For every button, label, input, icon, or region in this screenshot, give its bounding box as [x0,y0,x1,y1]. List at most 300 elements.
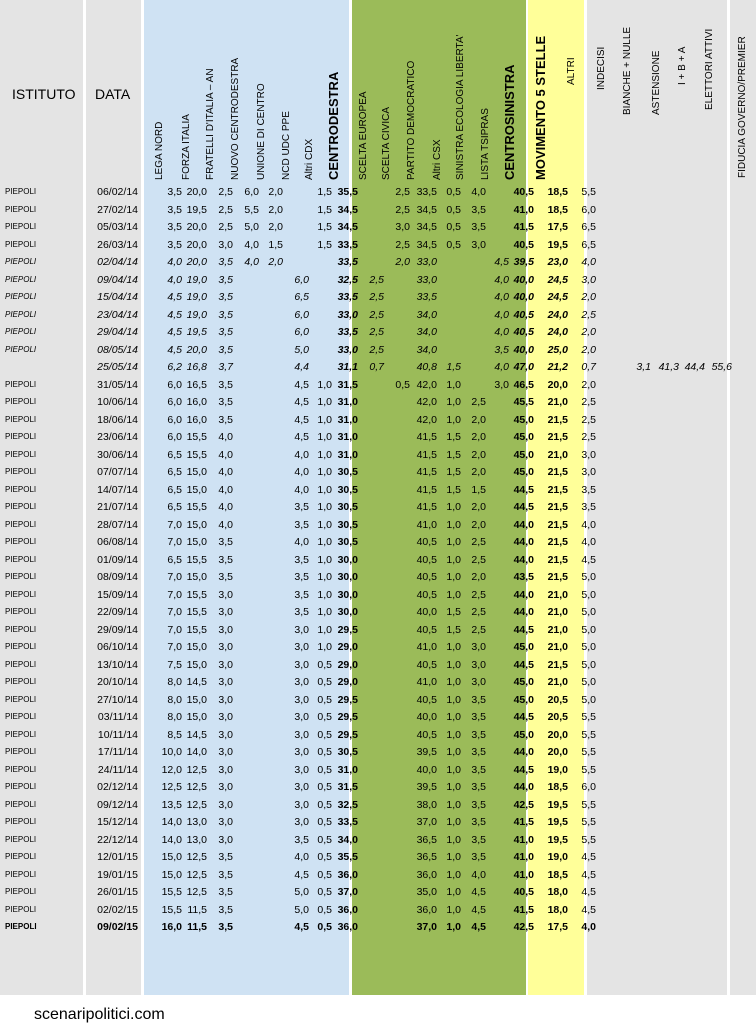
cell-csx: 41,0 [513,868,534,881]
cell-fi: 15,5 [186,448,207,461]
cell-data: 24/11/14 [97,763,138,776]
cell-ncd: 5,0 [244,221,259,233]
cell-pd: 41,0 [416,641,437,653]
cell-acsx: 1,0 [446,781,461,793]
cell-csx: 45,0 [513,413,534,426]
cell-sel: 4,5 [471,921,486,933]
cell-csx: 42,5 [513,921,534,933]
cell-csx: 44,5 [513,763,534,776]
header-centrodestra: CENTRODESTRA [326,71,341,180]
cell-altri: 2,5 [581,308,596,321]
cell-acdx: 1,0 [317,623,332,636]
header-scelta-europea: SCELTA EUROPEA [358,91,369,180]
cell-data: 15/04/14 [97,291,138,303]
cell-acdx: 0,5 [317,728,332,741]
cell-istituto: PIEPOLI [5,694,37,704]
cell-altri: 5,0 [581,588,596,601]
cell-sel: 4,0 [471,186,486,198]
cell-istituto: PIEPOLI [5,624,37,634]
table-row [0,237,756,255]
cell-nup: 3,0 [294,728,309,741]
cell-istituto: PIEPOLI [5,677,37,686]
cell-fdi: 3,0 [218,693,233,706]
cell-csx: 45,0 [513,693,534,706]
cell-fdi: 3,5 [218,903,233,916]
cell-cdx: 33,0 [337,343,358,356]
cell-ln: 8,5 [167,728,182,741]
cell-udc: 2,0 [268,221,283,233]
table-row [0,482,756,500]
cell-fdi: 3,5 [218,868,233,881]
cell-fi: 16,0 [186,413,207,426]
cell-acsx: 1,0 [446,693,461,706]
cell-sel: 2,5 [471,588,486,601]
cell-m5s: 18,5 [547,781,568,793]
cell-csx: 44,5 [513,711,534,723]
cell-altri: 4,5 [581,868,596,881]
cell-m5s: 24,0 [547,308,568,321]
cell-m5s: 23,0 [547,256,568,268]
cell-istituto: PIEPOLI [5,712,37,721]
cell-ln: 15,0 [161,851,182,863]
header-lega-nord: LEGA NORD [154,121,165,180]
cell-data: 10/06/14 [97,396,138,408]
cell-data: 05/03/14 [97,221,138,233]
cell-pd: 34,5 [416,238,437,251]
cell-cdx: 36,0 [337,868,358,881]
cell-ba: 3,1 [636,361,651,373]
cell-nup: 3,0 [294,623,309,636]
cell-m5s: 20,5 [547,693,568,706]
cell-tsi: 3,0 [494,378,509,391]
cell-fi: 13,0 [186,833,207,846]
cell-fi: 11,5 [187,903,207,916]
cell-sel: 2,5 [471,536,486,548]
cell-acdx: 1,0 [317,571,332,583]
cell-m5s: 24,0 [547,326,568,338]
cell-fdi: 3,0 [218,746,233,758]
cell-acsx: 1,0 [446,728,461,741]
cell-sel: 3,5 [471,221,486,233]
cell-nup: 3,5 [294,501,309,513]
cell-m5s: 21,5 [547,431,568,443]
cell-pd: 40,5 [416,658,437,671]
cell-ncd: 4,0 [244,238,259,251]
cell-altri: 6,0 [581,203,596,216]
cell-m5s: 21,5 [547,483,568,496]
cell-ln: 12,0 [161,763,182,776]
cell-data: 02/02/15 [97,903,138,916]
cell-cdx: 36,0 [337,903,358,916]
cell-istituto: PIEPOLI [5,747,37,756]
header-astensione: ASTENSIONE [651,50,662,115]
cell-ln: 3,5 [167,221,182,233]
cell-m5s: 17,5 [547,921,568,933]
cell-acsx: 1,0 [446,851,461,863]
header-forza-italia: FORZA ITALIA [181,114,192,180]
cell-sel: 3,0 [471,676,486,688]
cell-nup: 4,5 [294,378,309,391]
table-row [0,184,756,202]
cell-data: 09/02/15 [97,921,138,933]
cell-cdx: 34,5 [337,221,358,233]
cell-altri: 5,5 [581,728,596,741]
cell-ln: 7,0 [167,571,182,583]
cell-sel: 2,0 [471,466,486,478]
cell-acdx: 0,5 [317,746,332,758]
cell-pd: 34,0 [416,308,437,321]
cell-pd: 36,0 [416,903,437,916]
table-row [0,324,756,342]
table-row [0,447,756,465]
cell-altri: 5,5 [581,711,596,723]
cell-istituto: PIEPOLI [5,607,37,616]
cell-m5s: 18,0 [547,903,568,916]
cell-udc: 1,5 [268,238,283,251]
cell-se: 0,7 [369,361,384,373]
cell-ln: 7,0 [167,536,182,548]
cell-pd: 34,0 [416,343,437,356]
cell-ncd: 4,0 [244,256,259,268]
cell-fi: 16,8 [186,361,207,373]
cell-acsx: 1,5 [446,448,461,461]
cell-istituto: PIEPOLI [5,257,37,266]
cell-cdx: 30,5 [337,466,358,478]
header-scelta-civica: SCELTA CIVICA [381,107,392,180]
cell-cdx: 31,0 [337,396,358,408]
cell-nup: 3,0 [294,816,309,828]
cell-acsx: 1,0 [446,798,461,811]
table-row [0,219,756,237]
cell-istituto: PIEPOLI [5,432,37,441]
table-row [0,849,756,867]
cell-sel: 2,5 [471,606,486,618]
cell-m5s: 21,5 [547,571,568,583]
header-altri-csx: Altri CSX [432,139,443,180]
cell-data: 23/04/14 [97,308,138,321]
cell-altri: 6,0 [581,781,596,793]
cell-csx: 42,5 [513,798,534,811]
cell-pd: 40,5 [416,623,437,636]
cell-altri: 4,0 [581,518,596,531]
cell-acsx: 1,0 [446,658,461,671]
cell-istituto: PIEPOLI [5,467,37,476]
cell-m5s: 25,0 [547,343,568,356]
cell-pd: 42,0 [416,413,437,426]
cell-altri: 2,0 [581,343,596,356]
cell-cdx: 34,5 [337,203,358,216]
cell-cdx: 30,5 [337,536,358,548]
cell-ln: 6,5 [167,466,182,478]
cell-ncd: 5,5 [244,203,259,216]
cell-sc: 2,5 [395,203,410,216]
cell-cdx: 29,0 [337,641,358,653]
cell-nup: 3,5 [294,588,309,601]
cell-sc: 2,0 [395,256,410,268]
cell-nup: 6,0 [294,308,309,321]
cell-ln: 6,0 [167,413,182,426]
cell-fdi: 3,0 [218,623,233,636]
cell-pd: 36,0 [416,868,437,881]
header-lista-tsipras: LISTA TSIPRAS [480,108,491,180]
cell-csx: 41,5 [513,903,534,916]
cell-fdi: 3,5 [218,921,233,933]
cell-data: 28/07/14 [97,518,138,531]
cell-csx: 40,5 [513,238,534,251]
cell-acdx: 1,0 [317,518,332,531]
cell-fi: 15,5 [186,431,207,443]
cell-cdx: 29,0 [337,658,358,671]
cell-fi: 14,5 [186,728,207,741]
cell-pd: 37,0 [416,816,437,828]
cell-pd: 37,0 [416,921,437,933]
cell-data: 10/11/14 [97,728,138,741]
cell-fi: 15,0 [186,571,207,583]
cell-ncd: 6,0 [244,186,259,198]
cell-acsx: 1,5 [446,466,461,478]
cell-csx: 41,0 [513,203,534,216]
cell-nup: 5,0 [294,886,309,898]
cell-fdi: 3,5 [218,553,233,566]
cell-pd: 41,5 [416,501,437,513]
cell-fdi: 3,5 [218,378,233,391]
cell-pd: 41,0 [416,676,437,688]
cell-sel: 2,0 [471,431,486,443]
cell-acdx: 0,5 [317,711,332,723]
cell-fdi: 3,0 [218,588,233,601]
cell-m5s: 24,5 [547,273,568,286]
cell-cdx: 29,5 [337,711,358,723]
table-row [0,919,756,937]
cell-nup: 3,0 [294,658,309,671]
cell-ln: 4,0 [167,273,182,286]
cell-altri: 4,0 [581,921,596,933]
cell-csx: 41,5 [513,221,534,233]
cell-ln: 6,0 [167,431,182,443]
cell-acsx: 1,0 [446,518,461,531]
cell-fdi: 3,0 [218,658,233,671]
cell-nup: 3,0 [294,798,309,811]
cell-nup: 3,0 [294,781,309,793]
cell-csx: 44,5 [513,501,534,513]
cell-csx: 45,0 [513,431,534,443]
cell-csx: 39,5 [513,256,534,268]
cell-istituto: PIEPOLI [5,309,37,319]
cell-ln: 4,0 [167,256,182,268]
cell-pd: 42,0 [416,378,437,391]
cell-cdx: 30,5 [337,483,358,496]
cell-m5s: 20,0 [547,746,568,758]
cell-m5s: 21,0 [547,588,568,601]
cell-data: 20/10/14 [97,676,138,688]
cell-data: 06/02/14 [97,186,138,198]
cell-csx: 41,0 [513,833,534,846]
cell-sel: 2,0 [471,448,486,461]
cell-ln: 7,0 [167,588,182,601]
cell-m5s: 21,0 [547,676,568,688]
cell-fdi: 3,5 [218,291,233,303]
cell-acdx: 1,0 [317,466,332,478]
cell-fi: 15,0 [186,641,207,653]
cell-acsx: 1,0 [446,553,461,566]
cell-acdx: 0,5 [317,903,332,916]
cell-istituto: PIEPOLI [5,659,37,669]
cell-data: 23/06/14 [97,431,138,443]
cell-acdx: 1,0 [317,448,332,461]
cell-ln: 15,5 [161,886,182,898]
cell-nup: 4,0 [294,536,309,548]
cell-csx: 45,5 [513,396,534,408]
cell-m5s: 20,0 [547,378,568,391]
cell-tsi: 4,0 [494,308,509,321]
cell-altri: 5,0 [581,606,596,618]
cell-altri: 6,5 [581,238,596,251]
cell-sel: 4,5 [471,886,486,898]
cell-cdx: 31,1 [337,361,358,373]
header-m5s: MOVIMENTO 5 STELLE [533,35,548,180]
cell-acdx: 1,0 [317,536,332,548]
cell-cdx: 30,5 [337,746,358,758]
cell-ln: 3,5 [167,203,182,216]
cell-nup: 6,0 [294,273,309,286]
cell-ln: 7,0 [167,641,182,653]
table-row [0,429,756,447]
cell-nup: 3,0 [294,763,309,776]
cell-pd: 41,5 [416,483,437,496]
cell-sel: 3,5 [471,763,486,776]
cell-data: 17/11/14 [97,746,138,758]
cell-se: 2,5 [369,291,384,303]
cell-data: 15/12/14 [97,816,138,828]
cell-altri: 3,0 [581,466,596,478]
table-row [0,709,756,727]
table-row [0,657,756,675]
cell-ln: 8,0 [167,676,182,688]
cell-nup: 3,5 [294,606,309,618]
cell-sc: 0,5 [395,378,410,391]
cell-fi: 14,5 [186,676,207,688]
cell-fdi: 3,5 [218,396,233,408]
cell-data: 22/12/14 [97,833,138,846]
cell-nup: 5,0 [294,903,309,916]
cell-fdi: 4,0 [218,448,233,461]
cell-cdx: 30,0 [337,606,358,618]
cell-istituto: PIEPOLI [5,484,37,494]
cell-cdx: 29,5 [337,693,358,706]
cell-udc: 2,0 [268,203,283,216]
cell-fi: 11,5 [187,921,207,933]
cell-ln: 7,0 [167,518,182,531]
cell-fdi: 4,0 [218,466,233,478]
cell-istituto: PIEPOLI [5,537,37,546]
cell-acsx: 1,5 [446,431,461,443]
cell-nup: 4,5 [294,413,309,426]
cell-acdx: 0,5 [317,833,332,846]
cell-cdx: 31,5 [337,781,358,793]
cell-altri: 2,5 [581,413,596,426]
cell-cdx: 31,0 [337,413,358,426]
header-ncd-udc-ppe: NCD UDC PPE [281,111,292,180]
table-row [0,342,756,360]
cell-tsi: 4,0 [494,291,509,303]
table-row [0,779,756,797]
table-row [0,254,756,272]
cell-m5s: 18,5 [547,868,568,881]
cell-acdx: 0,5 [317,868,332,881]
cell-nup: 4,0 [294,466,309,478]
cell-istituto: PIEPOLI [5,764,37,774]
cell-data: 30/06/14 [97,448,138,461]
cell-ln: 8,0 [167,711,182,723]
cell-acdx: 1,0 [317,606,332,618]
cell-cdx: 37,0 [337,886,358,898]
cell-csx: 40,5 [513,308,534,321]
cell-fdi: 3,5 [218,273,233,286]
cell-acdx: 0,5 [317,798,332,811]
cell-fdi: 3,5 [218,571,233,583]
cell-acdx: 0,5 [317,763,332,776]
cell-pd: 33,0 [416,273,437,286]
cell-fi: 19,0 [186,308,207,321]
cell-fdi: 3,0 [218,798,233,811]
cell-acsx: 1,0 [446,536,461,548]
cell-sc: 3,0 [395,221,410,233]
cell-acsx: 1,5 [446,483,461,496]
cell-data: 26/03/14 [97,238,138,251]
cell-data: 25/05/14 [97,361,138,373]
cell-ln: 6,5 [167,483,182,496]
cell-fdi: 3,0 [218,606,233,618]
cell-csx: 44,0 [513,606,534,618]
cell-acdx: 0,5 [317,816,332,828]
cell-istituto: PIEPOLI [5,852,37,861]
cell-fdi: 4,0 [218,483,233,496]
cell-altri: 5,5 [581,816,596,828]
cell-nup: 4,4 [294,361,309,373]
cell-pd: 40,5 [416,536,437,548]
cell-fi: 12,5 [186,763,207,776]
cell-m5s: 21,0 [547,396,568,408]
cell-cdx: 30,5 [337,501,358,513]
cell-nup: 3,0 [294,641,309,653]
cell-nup: 4,5 [294,868,309,881]
cell-fi: 15,0 [186,693,207,706]
cell-fi: 19,0 [186,273,207,286]
cell-m5s: 18,5 [547,203,568,216]
cell-pd: 40,5 [416,571,437,583]
table-row [0,289,756,307]
cell-ln: 4,5 [167,326,182,338]
cell-acsx: 0,5 [446,221,461,233]
cell-istituto: PIEPOLI [5,799,37,809]
header-fiducia: FIDUCIA GOVERNO/PREMIER [737,36,748,178]
cell-sc: 2,5 [395,238,410,251]
cell-pd: 40,8 [416,361,437,373]
cell-fi: 12,5 [186,868,207,881]
cell-sel: 2,0 [471,413,486,426]
cell-altri: 5,0 [581,676,596,688]
cell-tsi: 4,0 [494,326,509,338]
cell-data: 26/01/15 [97,886,138,898]
header-altri: ALTRI [566,57,577,85]
cell-cdx: 29,0 [337,676,358,688]
cell-fdi: 4,0 [218,431,233,443]
cell-nup: 3,0 [294,711,309,723]
cell-fi: 16,0 [186,396,207,408]
cell-altri: 2,5 [581,431,596,443]
cell-cdx: 33,5 [337,238,358,251]
cell-fi: 20,0 [186,221,207,233]
